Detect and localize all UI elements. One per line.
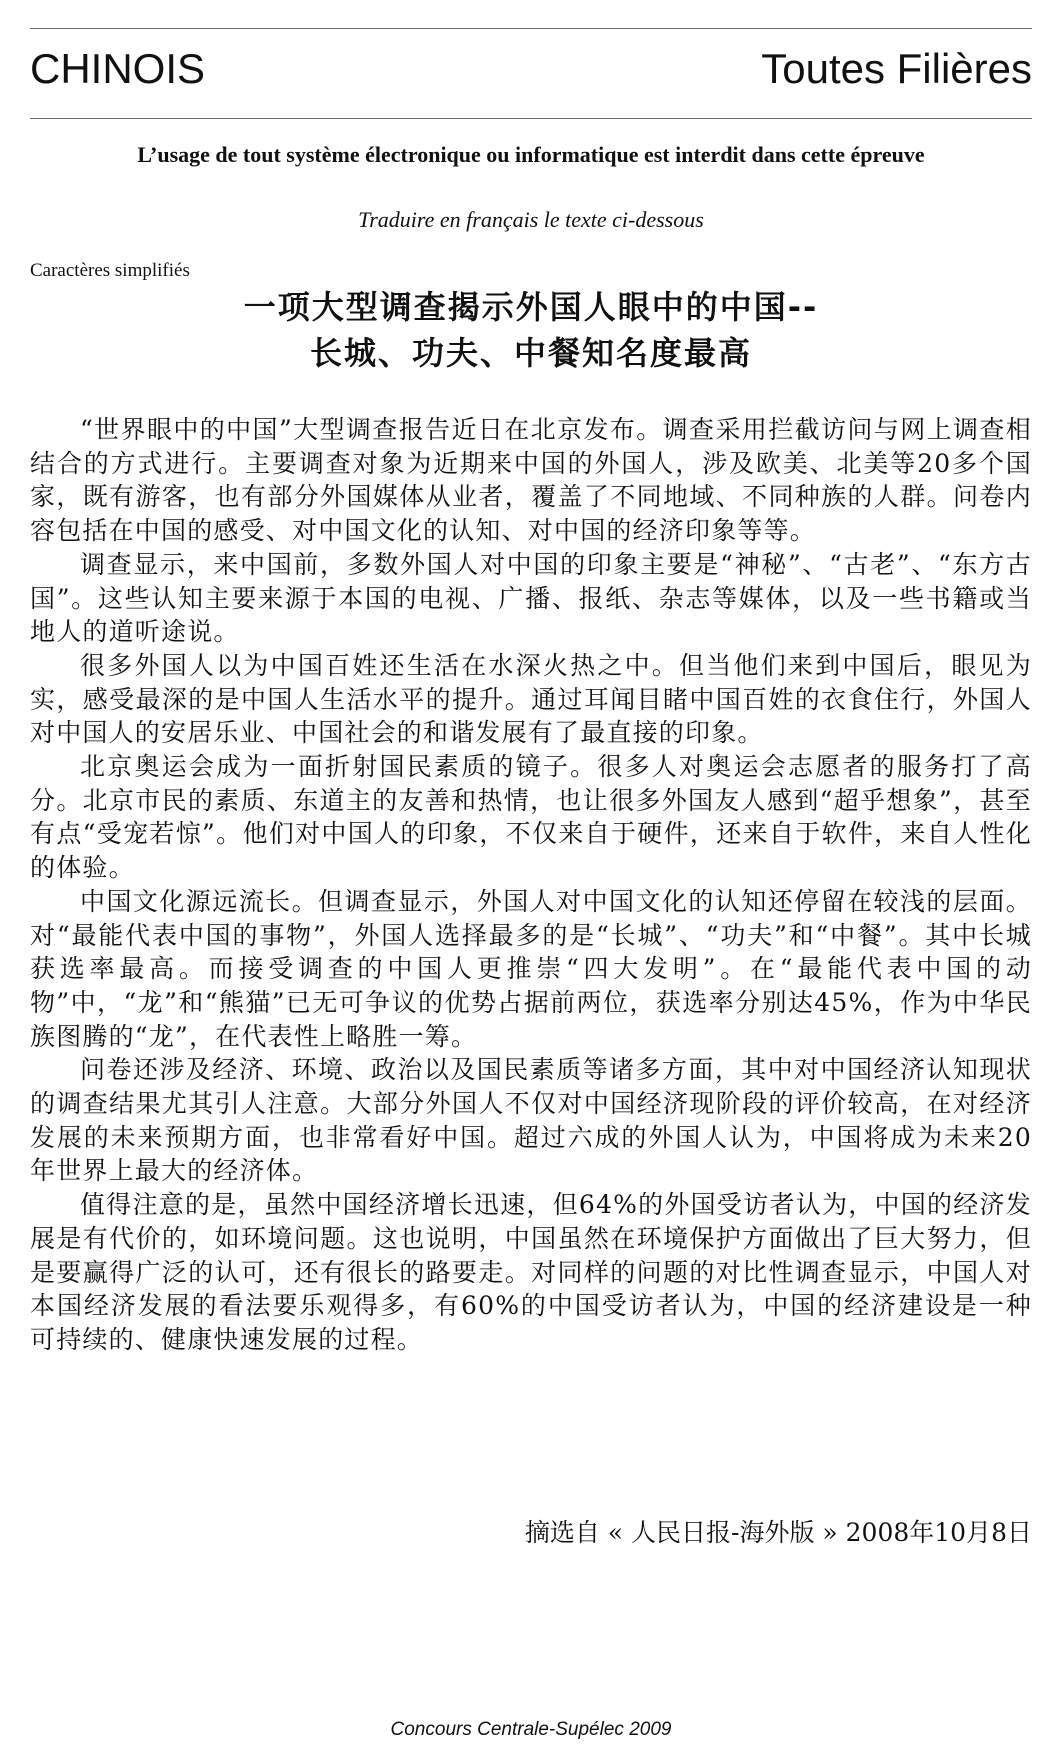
subject-label: CHINOIS (30, 45, 206, 92)
track-label: Toutes Filières (761, 45, 1032, 92)
article-paragraph: 中国文化源远流长。但调查显示，外国人对中国文化的认知还停留在较浅的层面。对“最能代表中国的事物”，外国人选择最多的是“长城”、“功夫”和“中餐”。其中长城获选率最高。而接受调查的中国人更推崇“四大发明”。在“最能代表中国的动物”中，“龙”和“熊猫”已无可争议的优势占据前两位，获选率分别达45%，作为中华民族图腾的“龙”，在代表性上略胜一筹。 (30, 886, 1032, 1051)
article-paragraph: 调查显示，来中国前，多数外国人对中国的印象主要是“神秘”、“古老”、“东方古国”。这些认知主要来源于本国的电视、广播、报纸、杂志等媒体，以及一些书籍或当地人的道听途说。 (30, 549, 1032, 647)
article-paragraph: 很多外国人以为中国百姓还生活在水深火热之中。但当他们来到中国后，眼见为实，感受最深的是中国人生活水平的提升。通过耳闻目睹中国百姓的衣食住行，外国人对中国人的安居乐业、中国社会的和谐发展有了最直接的印象。 (30, 650, 1032, 748)
article-paragraph: 北京奥运会成为一面折射国民素质的镜子。很多人对奥运会志愿者的服务打了高分。北京市民的素质、东道主的友善和热情，也让很多外国友人感到“超乎想象”，甚至有点“受宠若惊”。他们对中国人的印象，不仅来自于硬件，还来自于软件，来自人性化的体验。 (30, 752, 1032, 883)
top-rule (30, 28, 1032, 29)
charset-label: Caractères simplifiés (30, 260, 190, 281)
page-footer: Concours Centrale-Supélec 2009 (390, 1719, 672, 1740)
header-bottom-rule (30, 118, 1032, 119)
article-title (30, 284, 1032, 376)
article-paragraph: 问卷还涉及经济、环境、政治以及国民素质等诸多方面，其中对中国经济认知现状的调查结果尤其引人注意。大部分外国人不仅对中国经济现阶段的评价较高，在对经济发展的未来预期方面，也非常看好中国。超过六成的外国人认为，中国将成为未来20年世界上最大的经济体。 (30, 1055, 1032, 1186)
article-paragraph: 值得注意的是，虽然中国经济增长迅速，但64%的外国受访者认为，中国的经济发展是有代价的，如环境问题。这也说明，中国虽然在环境保护方面做出了巨大努力，但是要赢得广泛的认可，还有很长的路要走。对同样的问题的对比性调查显示，中国人对本国经济发展的看法要乐观得多，有60%的中国受访者认为，中国的经济建设是一种可持续的、健康快速发展的过程。 (30, 1190, 1032, 1354)
exam-notice: L’usage de tout système électronique ou informatique est interdit dans cette épreuve (137, 142, 925, 167)
article-title-line-1: 一项大型调查揭示外国人眼中的中国-- (243, 288, 819, 326)
article-source: 摘选自 « 人民日报-海外版 » 2008年10月8日 (524, 1518, 1032, 1547)
article-body (30, 413, 1032, 1357)
article-title-line-2: 长城、功夫、中餐知名度最高 (309, 334, 752, 372)
article-paragraph: “世界眼中的中国”大型调查报告近日在北京发布。调查采用拦截访问与网上调查相结合的方式进行。主要调查对象为近期来中国的外国人，涉及欧美、北美等20多个国家，既有游客，也有部分外国媒体从业者，覆盖了不同地域、不同种族的人群。问卷内容包括在中国的感受、对中国文化的认知、对中国的经济印象等等。 (30, 415, 1032, 546)
translation-instruction: Traduire en français le texte ci-dessous (358, 207, 704, 232)
